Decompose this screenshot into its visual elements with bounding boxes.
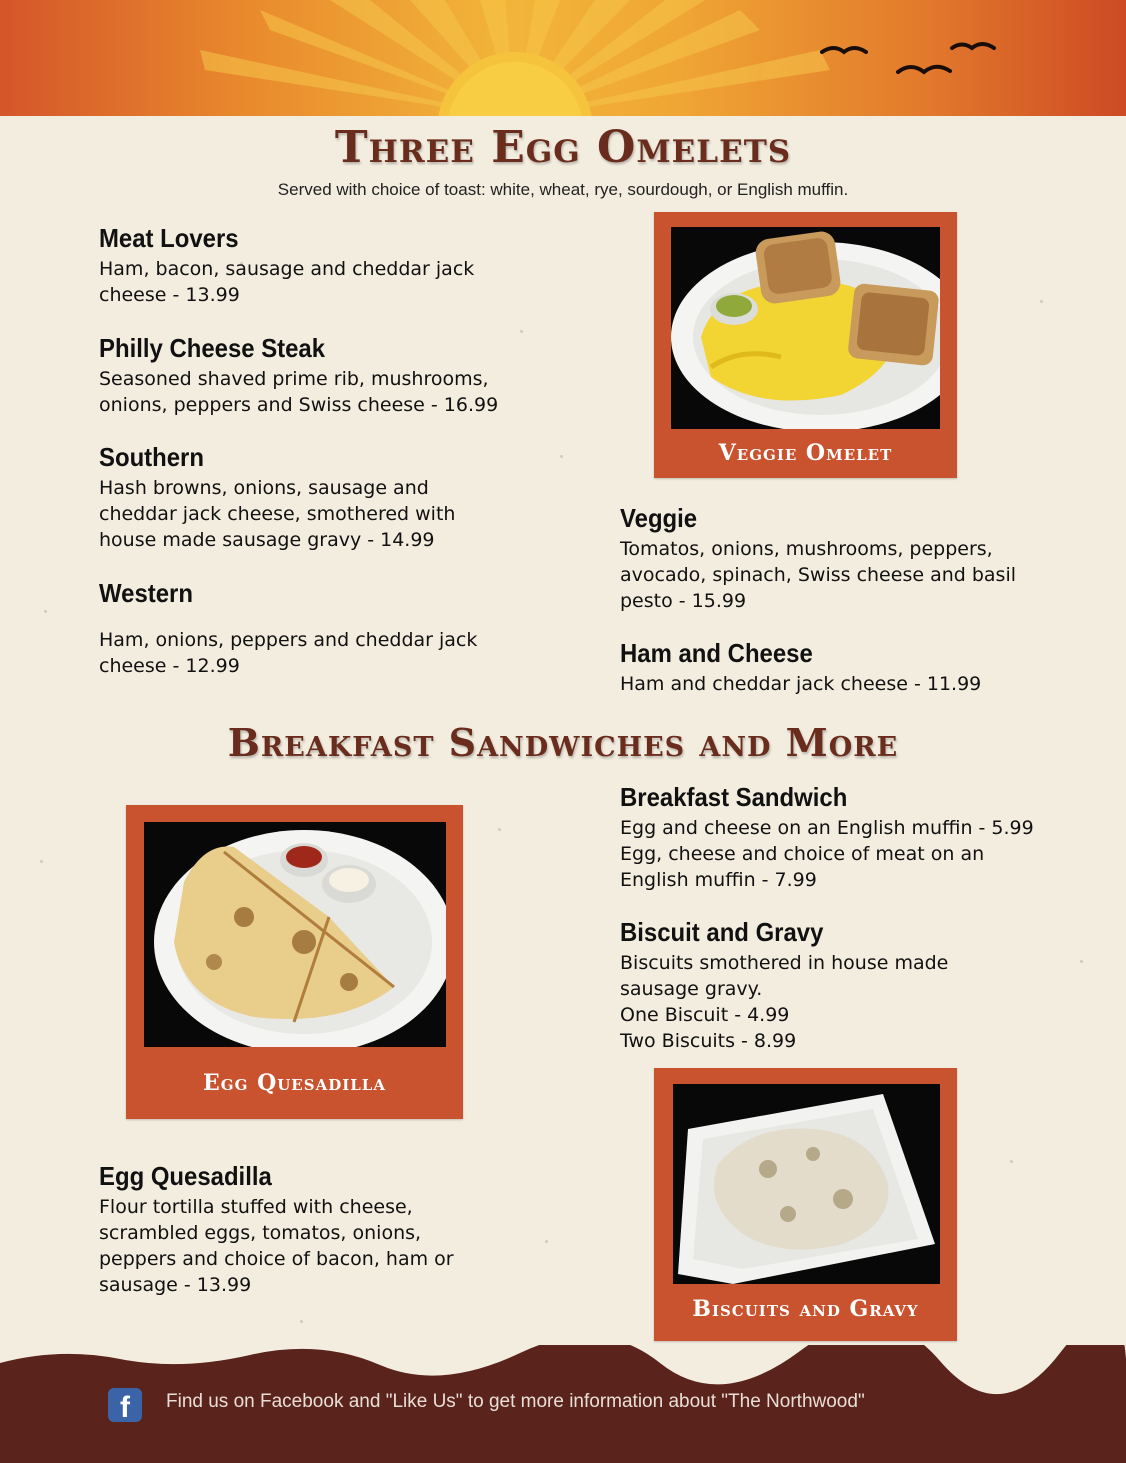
sunrise-graphic <box>0 0 1126 116</box>
footer-text: Find us on Facebook and "Like Us" to get more information about "The Northwood" <box>166 1391 865 1412</box>
item-name: Biscuit and Gravy <box>620 917 824 947</box>
item-description: Seasoned shaved prime rib, mushrooms, onions, peppers and Swiss cheese - 16.99 <box>99 368 499 416</box>
item-description: Ham, onions, peppers and cheddar jack cheese - 12.99 <box>99 629 478 677</box>
photo-biscuits-and-gravy <box>654 1068 957 1341</box>
omelet-photo <box>671 227 940 429</box>
item-description: Ham and cheddar jack cheese - 11.99 <box>620 673 982 695</box>
item-description: Flour tortilla stuffed with cheese, scrambled eggs, tomatos, onions, peppers and choice of bacon, ham or sausage - 13.99 <box>99 1196 454 1296</box>
quesadilla-photo <box>144 822 446 1047</box>
photo-caption: Biscuits and Gravy <box>692 1296 919 1322</box>
photo-veggie-omelet <box>654 212 957 478</box>
menu-item-philly-cheese-steak <box>99 333 498 418</box>
photo-caption: Egg Quesadilla <box>203 1070 386 1096</box>
item-name: Western <box>99 578 193 608</box>
section-heading-omelets: Three Egg Omelets <box>334 122 792 173</box>
item-name: Southern <box>99 442 204 472</box>
item-description: Ham, bacon, sausage and cheddar jack cheese - 13.99 <box>99 258 475 306</box>
item-name: Egg Quesadilla <box>99 1161 272 1191</box>
item-description: Tomatos, onions, mushrooms, peppers, avocado, spinach, Swiss cheese and basil pesto - 15.99 <box>620 538 1017 612</box>
item-description: Egg and cheese on an English muffin - 5.99 Egg, cheese and choice of meat on an English muffin - 7.99 <box>620 817 1034 891</box>
menu-item-ham-and-cheese <box>620 638 981 697</box>
item-name: Breakfast Sandwich <box>620 782 848 812</box>
section-heading-sandwiches: Breakfast Sandwiches and More <box>227 720 899 765</box>
item-description: Hash browns, onions, sausage and cheddar jack cheese, smothered with house made sausage gravy - 14.99 <box>99 477 456 551</box>
menu-item-breakfast-sandwich <box>620 782 1034 893</box>
sunrise-header <box>0 0 1126 116</box>
menu-item-southern <box>99 442 455 553</box>
birds-icon <box>822 44 994 72</box>
item-description: Biscuits smothered in house made sausage gravy. One Biscuit - 4.99 Two Biscuits - 8.99 <box>620 952 949 1052</box>
facebook-icon[interactable]: f <box>108 1388 142 1422</box>
menu-item-egg-quesadilla <box>99 1161 454 1298</box>
menu-item-western <box>99 578 477 679</box>
photo-egg-quesadilla <box>126 805 463 1119</box>
photo-caption: Veggie Omelet <box>718 440 893 466</box>
item-name: Philly Cheese Steak <box>99 333 326 363</box>
biscuits-photo <box>673 1084 940 1284</box>
item-name: Veggie <box>620 503 698 533</box>
item-name: Meat Lovers <box>99 223 239 253</box>
menu-item-meat-lovers <box>99 223 474 308</box>
item-name: Ham and Cheese <box>620 638 813 668</box>
menu-item-veggie <box>620 503 1016 614</box>
menu-item-biscuit-and-gravy <box>620 917 948 1054</box>
omelets-subtitle: Served with choice of toast: white, wheat, rye, sourdough, or English muffin. <box>277 180 849 199</box>
